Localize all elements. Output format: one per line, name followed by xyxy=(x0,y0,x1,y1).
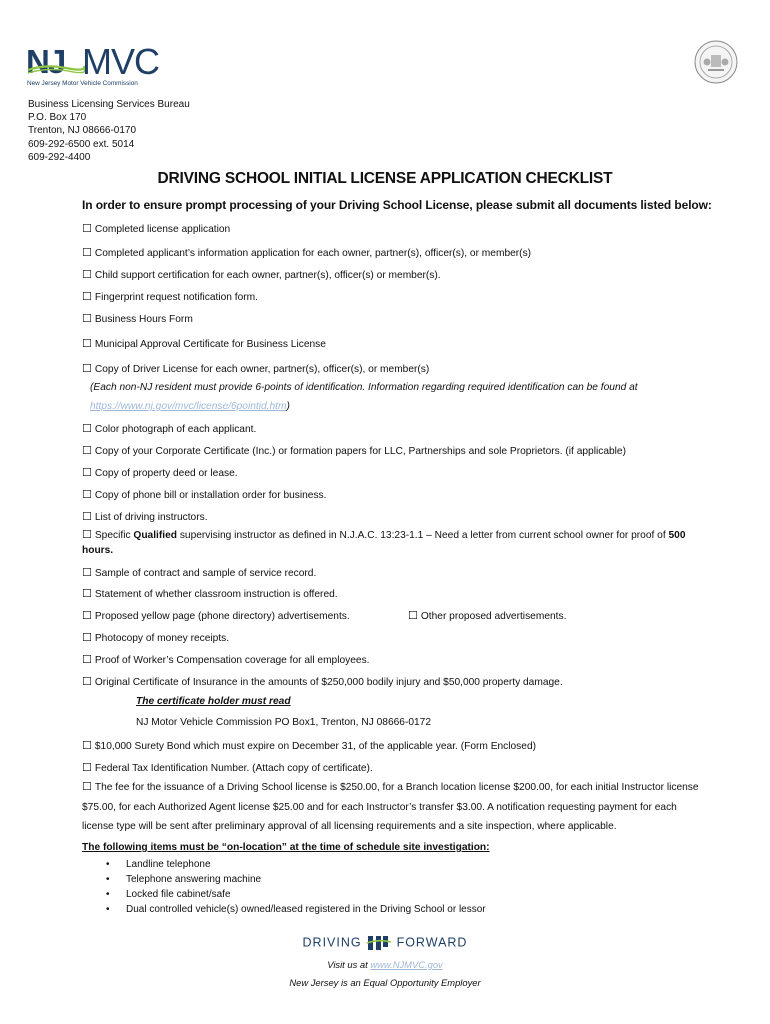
checklist-item xyxy=(82,653,370,668)
item-label: Original Certificate of Insurance in the amounts of $250,000 bodily injury and $50,000 property damage. xyxy=(94,677,563,688)
checkbox-icon[interactable]: ☐ xyxy=(82,467,92,479)
logo-nj-text: NJ xyxy=(26,43,65,80)
checkbox-icon[interactable]: ☐ xyxy=(82,363,92,375)
checkbox-icon[interactable]: ☐ xyxy=(82,269,92,281)
checklist-item xyxy=(82,246,531,261)
item-label: Color photograph of each applicant. xyxy=(94,424,257,435)
checkbox-icon[interactable]: ☐ xyxy=(82,489,92,501)
checklist-item xyxy=(82,609,350,624)
checkbox-icon[interactable]: ☐ xyxy=(82,511,92,523)
checklist-item xyxy=(82,222,230,237)
list-item xyxy=(106,902,486,917)
list-item-label: Landline telephone xyxy=(126,859,211,870)
onlocation-heading: The following items must be “on-location” at the time of schedule site investigation: xyxy=(82,842,490,853)
list-item xyxy=(106,872,486,887)
checklist-item xyxy=(82,675,563,690)
checklist-item xyxy=(82,422,256,437)
item-label-hours-value: 500 xyxy=(668,530,686,541)
item-label: Completed applicant’s information application for each owner, partner(s), officer(s), or member(s) xyxy=(94,248,532,259)
checklist-item xyxy=(82,362,429,377)
list-item xyxy=(106,887,486,902)
list-item-label: Telephone answering machine xyxy=(126,874,262,885)
checkbox-icon[interactable]: ☐ xyxy=(82,740,92,752)
njmvc-logo xyxy=(26,41,176,90)
item-label: Municipal Approval Certificate for Business License xyxy=(94,339,326,350)
checkbox-icon[interactable]: ☐ xyxy=(82,588,92,600)
page-title: DRIVING SCHOOL INITIAL LICENSE APPLICATION CHECKLIST xyxy=(157,170,613,187)
item-label: Proposed yellow page (phone directory) advertisements. xyxy=(94,611,350,622)
address-line: Trenton, NJ 08666-0170 xyxy=(28,125,137,137)
item-label: Statement of whether classroom instruction is offered. xyxy=(94,589,338,600)
visit-line xyxy=(0,959,770,970)
checkbox-icon[interactable]: ☐ xyxy=(82,781,92,793)
item-label: Copy of phone bill or installation order for business. xyxy=(94,490,327,501)
address-line: P.O. Box 170 xyxy=(28,112,87,124)
certificate-holder-address: NJ Motor Vehicle Commission PO Box1, Trenton, NJ 08666-0172 xyxy=(136,717,432,728)
item-label: $10,000 Surety Bond which must expire on December 31, of the applicable year. (Form Enclosed) xyxy=(94,741,537,752)
logo-tagline: New Jersey Motor Vehicle Commission xyxy=(27,80,138,87)
checklist-item xyxy=(82,466,238,481)
checklist-item-fee xyxy=(82,778,702,837)
checkbox-icon[interactable]: ☐ xyxy=(82,223,92,235)
checklist-item xyxy=(82,337,326,352)
checklist-item xyxy=(82,488,327,503)
checkbox-icon[interactable]: ☐ xyxy=(82,313,92,325)
checkbox-icon[interactable]: ☐ xyxy=(82,423,92,435)
list-item-label: Locked file cabinet/safe xyxy=(126,889,231,900)
forward-text: FORWARD xyxy=(396,935,468,950)
onlocation-list xyxy=(106,857,486,917)
item-label: List of driving instructors. xyxy=(94,512,208,523)
bullet-icon: • xyxy=(106,874,110,885)
checklist-item xyxy=(82,739,536,754)
item-label: Proof of Worker’s Compensation coverage for all employees. xyxy=(94,655,370,666)
item-label-hours: hours. xyxy=(82,545,114,556)
bureau-address xyxy=(28,98,190,164)
equal-opportunity-text: New Jersey is an Equal Opportunity Employer xyxy=(289,977,481,988)
checklist-item xyxy=(82,566,316,581)
checkbox-icon[interactable]: ☐ xyxy=(82,529,92,541)
checklist-item xyxy=(408,609,566,624)
item-label: Federal Tax Identification Number. (Attach copy of certificate). xyxy=(94,763,373,774)
bullet-icon: • xyxy=(106,859,110,870)
checkbox-icon[interactable]: ☐ xyxy=(82,567,92,579)
item-label-part: Specific xyxy=(94,530,134,541)
item-label: Fingerprint request notification form. xyxy=(94,292,258,303)
checklist-item xyxy=(82,587,338,602)
item-label: Other proposed advertisements. xyxy=(420,611,567,622)
checklist-item xyxy=(82,510,208,525)
checklist-item xyxy=(82,761,373,776)
checkbox-icon[interactable]: ☐ xyxy=(82,338,92,350)
checkbox-icon[interactable]: ☐ xyxy=(408,610,418,622)
item-label: Copy of property deed or lease. xyxy=(94,468,238,479)
website-link[interactable]: www.NJMVC.gov xyxy=(370,959,443,970)
driving-forward-logo xyxy=(0,934,770,952)
address-line: Business Licensing Services Bureau xyxy=(28,99,190,110)
checkbox-icon[interactable]: ☐ xyxy=(82,676,92,688)
checklist-item xyxy=(82,528,686,543)
item-label-part: supervising instructor as defined in N.J.A.C. 13:23-1.1 – Need a letter from current school owner for proof of xyxy=(176,530,669,541)
logo-swoosh-icon xyxy=(26,62,86,74)
item-label: Photocopy of money receipts. xyxy=(94,633,230,644)
checklist-item xyxy=(82,631,229,646)
identification-link[interactable]: https://www.nj.gov/mvc/license/6pointid.htm xyxy=(90,401,287,412)
checkbox-icon[interactable]: ☐ xyxy=(82,654,92,666)
list-item xyxy=(106,857,486,872)
visit-prefix: Visit us at xyxy=(327,959,371,970)
note-close: ) xyxy=(286,401,290,412)
item-label: Copy of Driver License for each owner, partner(s), officer(s), or member(s) xyxy=(94,364,430,375)
intro-text: In order to ensure prompt processing of your Driving School License, please submit all documents listed below: xyxy=(82,198,712,212)
item-label: Copy of your Corporate Certificate (Inc.) or formation papers for LLC, Partnerships and sole Proprietors. (if applicable) xyxy=(94,446,626,457)
state-seal-icon xyxy=(694,40,738,84)
checkbox-icon[interactable]: ☐ xyxy=(82,247,92,259)
identification-link-line xyxy=(90,401,290,412)
nj-mark-icon xyxy=(366,934,392,952)
checklist-item xyxy=(82,268,441,283)
list-item-label: Dual controlled vehicle(s) owned/leased registered in the Driving School or lessor xyxy=(126,904,486,915)
checkbox-icon[interactable]: ☐ xyxy=(82,291,92,303)
checklist-item xyxy=(82,444,626,459)
checklist-item xyxy=(82,312,193,327)
identification-note: (Each non-NJ resident must provide 6-points of identification. Information regarding required identification can be found at xyxy=(90,382,638,393)
bullet-icon: • xyxy=(106,904,110,915)
checkbox-icon[interactable]: ☐ xyxy=(82,762,92,774)
item-label: Sample of contract and sample of service record. xyxy=(94,568,317,579)
checkbox-icon[interactable]: ☐ xyxy=(82,610,92,622)
checklist-item xyxy=(82,290,258,305)
logo-mvc-text: MVC xyxy=(82,41,159,82)
item-label: Child support certification for each owner, partner(s), officer(s) or member(s). xyxy=(94,270,441,281)
bullet-icon: • xyxy=(106,889,110,900)
address-line: 609-292-4400 xyxy=(28,151,91,163)
certificate-holder-label: The certificate holder must read xyxy=(136,696,291,707)
item-label: Business Hours Form xyxy=(94,314,193,325)
fee-text: The fee for the issuance of a Driving School license is $250.00, for a Branch location license $200.00, for each initial Instructor license $75.00, for each Authorized Agent license $25.00 and for each Instructor’s transfer $3.00. A notification requesting payment for each license type will be sent after preliminary approval of all licensing requirements and a site inspection, where applicable. xyxy=(82,782,699,832)
driving-text: DRIVING xyxy=(302,935,362,950)
checkbox-icon[interactable]: ☐ xyxy=(82,445,92,457)
item-label: Completed license application xyxy=(94,224,231,235)
item-label-qualified: Qualified xyxy=(133,530,177,541)
address-line: 609-292-6500 ext. 5014 xyxy=(28,138,135,150)
checkbox-icon[interactable]: ☐ xyxy=(82,632,92,644)
